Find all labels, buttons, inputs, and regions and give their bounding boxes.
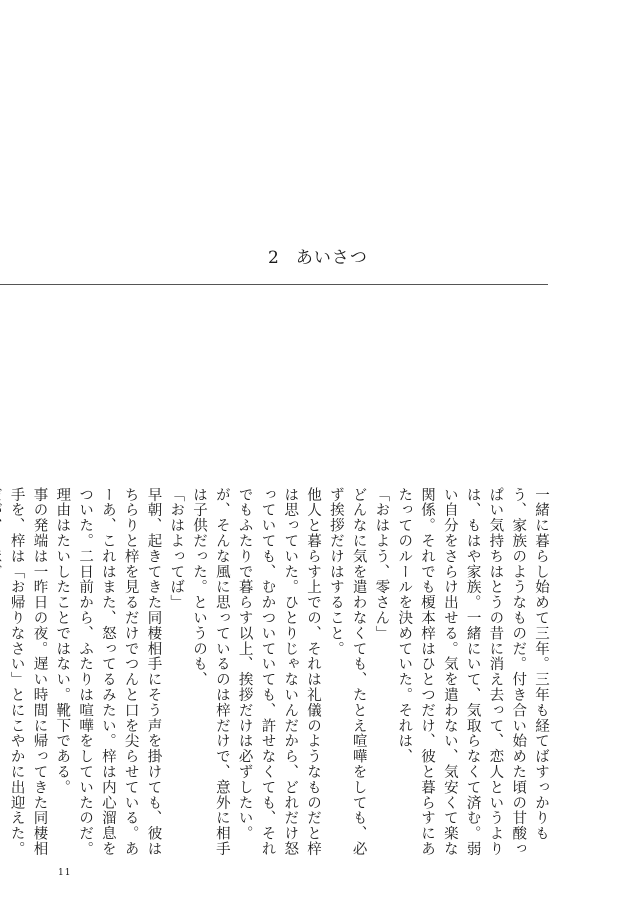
dialogue-line: 「おはよってば」 — [168, 487, 185, 611]
body-text — [8, 487, 552, 857]
dialogue-line: 「おはよう、零さん」 — [373, 487, 390, 641]
chapter-heading — [268, 243, 368, 268]
paragraph: 他人と暮らす上での、それは礼儀のようなものだと梓は思っていた。ひとりじゃないんだから、どれだけ怒っていても、むかついていても、許せなくても、それでもふたりで暮らす以上、挨拶だけは必ずしたい。 — [236, 487, 322, 857]
chapter-title: あいさつ — [295, 248, 368, 268]
paragraph: 早朝、起きてきた同棲相手にそう声を掛けても、彼はちらりと梓を見るだけでつんと口を尖らせている。あーあ、これはまた、怒ってるみたい。梓は内心溜息をついた。二日前から、ふたりは喧嘩をしていたのだ。理由はたいしたことではない。靴下である。 — [54, 487, 162, 857]
paragraph: 一緒に暮らし始めて三年。三年も経てばすっかりもう、家族のようなものだ。付き合い始めた頃の甘酸っぱい気持ちはとうの昔に消え去って、恋人というよりは、もはや家族。一緒にいて、気取らなくて済む。弱い自分をさらけ出せる。気を遣わない、気安くて楽な関係。それでも榎本梓はひとつだけ、彼と暮らすにあたってのルールを決めていた。それは、 — [396, 487, 549, 857]
page-number: 11 — [58, 868, 72, 878]
paragraph: どんなに気を遣わなくても、たとえ喧嘩をしても、必ず挨拶だけはすること。 — [327, 487, 367, 857]
chapter-number: 2 — [268, 248, 280, 268]
chapter-divider — [0, 284, 548, 285]
paragraph: 事の発端は一昨日の夜。遅い時間に帰ってきた同棲相手を、梓は「お帰りなさい」とにこやかに出迎えた。 — [8, 487, 48, 857]
paragraph: が、そんな風に思っているのは梓だけで、意外に相手は子供だった。というのも、 — [191, 487, 230, 857]
